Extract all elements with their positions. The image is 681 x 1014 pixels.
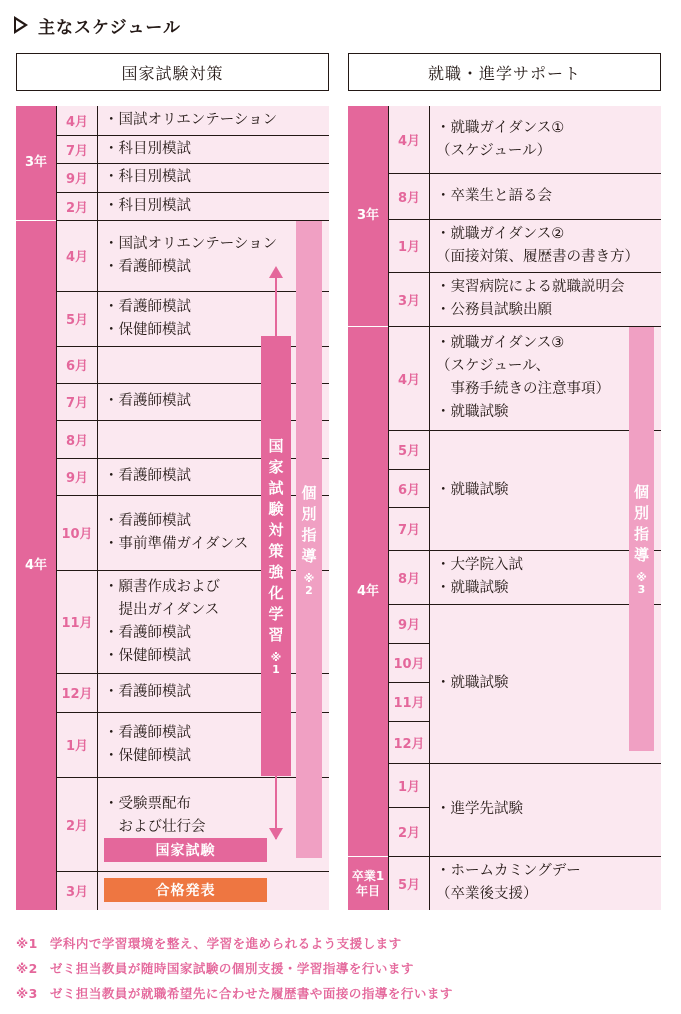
left-schedule-table [16, 106, 329, 910]
month-label: 2月 [65, 818, 89, 834]
footnote-1: ※1 学科内で学習環境を整え、学習を進められるよう支援します [16, 936, 402, 951]
month-label: 5月 [65, 313, 89, 328]
month-label: 11月 [393, 696, 425, 711]
list-item: ・看護師模試 [104, 298, 191, 315]
year-divider [348, 856, 388, 857]
list-item: ・科目別模試 [104, 197, 191, 214]
month-label: 8月 [397, 190, 421, 206]
year-4-cell: 4年 [348, 327, 388, 856]
individual-guidance-text: 個別指導 [633, 483, 649, 564]
month-row-divider [389, 173, 429, 174]
individual-guidance-note: ※3 [636, 571, 647, 596]
individual-guidance-bar [629, 327, 654, 751]
list-item: ・進学先試験 [436, 801, 523, 817]
national-exam-label: 国家試験 [104, 838, 267, 862]
month-label: 10月 [61, 527, 93, 542]
month-row-divider [389, 219, 429, 220]
month-label: 3月 [397, 293, 421, 309]
month-label: 1月 [65, 739, 89, 754]
month-row-divider [389, 507, 429, 508]
row-content [430, 219, 661, 272]
section-heading [14, 12, 181, 38]
row-content [98, 135, 329, 163]
list-item: ・ホームカミングデー [436, 863, 581, 879]
month-row-divider [389, 326, 429, 327]
row-content [98, 346, 329, 383]
month-row-divider [389, 682, 429, 683]
month-label: 11月 [61, 616, 93, 631]
list-item: ・国試オリエンテーション [104, 112, 278, 128]
list-item: ・就職ガイダンス② [436, 225, 565, 242]
row-content [98, 291, 329, 346]
month-row-divider [389, 430, 429, 431]
month-label: 12月 [393, 736, 425, 752]
triangle-icon [14, 16, 28, 34]
individual-guidance-note: ※2 [303, 571, 315, 597]
row-content [430, 326, 661, 430]
list-item: ・就職試験 [436, 580, 509, 596]
month-row-divider [389, 721, 429, 722]
heading-text: 主なスケジュール [38, 17, 181, 38]
list-item: ・受験票配布 [104, 796, 191, 812]
row-content [98, 712, 329, 777]
list-item: ・看護師模試 [104, 258, 191, 275]
right-column-title: 就職・進学サポート [348, 53, 661, 91]
row-content [430, 604, 661, 763]
strengthen-study-note: ※1 [270, 651, 282, 676]
individual-guidance-bar [296, 221, 322, 858]
month-label: 10月 [393, 657, 425, 672]
list-item: ・看護師模試 [104, 393, 191, 409]
individual-guidance-text: 個別指導 [301, 483, 317, 565]
month-label: 9月 [65, 172, 89, 187]
month-row-divider [389, 469, 429, 470]
list-item: （スケジュール） [436, 142, 552, 159]
month-label: 5月 [397, 877, 421, 893]
list-item: ・就職試験 [436, 675, 509, 691]
month-label: 6月 [397, 482, 421, 498]
month-label: 9月 [65, 471, 89, 486]
month-label: 6月 [65, 359, 89, 374]
list-item: ・願書作成および [104, 578, 220, 595]
month-label: 2月 [65, 200, 89, 216]
row-content [430, 763, 661, 856]
row-content [430, 272, 661, 326]
row-content [98, 570, 329, 673]
list-item: ・国試オリエンテーション [104, 235, 278, 252]
right-schedule-table [348, 106, 661, 910]
pass-announcement-label: 合格発表 [104, 878, 267, 902]
row-content [98, 220, 329, 291]
row-content [98, 383, 329, 420]
row-content [98, 458, 329, 495]
list-item: ・就職ガイダンス③ [436, 335, 565, 351]
month-label: 2月 [397, 826, 421, 841]
left-column-title: 国家試験対策 [16, 53, 329, 91]
month-label: 5月 [397, 444, 421, 459]
row-content [430, 106, 661, 173]
list-item: ・看護師模試 [104, 624, 191, 641]
month-row-divider [389, 604, 429, 605]
month-label: 8月 [65, 433, 89, 449]
row-content [430, 856, 661, 910]
list-item: ・保健師模試 [104, 321, 191, 338]
year-3-cell: 3年 [348, 106, 388, 326]
month-row-divider [389, 856, 429, 857]
month-label: 7月 [65, 396, 89, 411]
year-4-cell: 4年 [16, 221, 56, 910]
arrow-down-icon [269, 828, 283, 840]
arrow-up-icon [269, 266, 283, 278]
row-content [98, 673, 329, 712]
row-content [98, 495, 329, 570]
year-divider [348, 326, 388, 327]
list-item: ・公務員試験出願 [436, 302, 552, 318]
list-item: （スケジュール、 [436, 358, 550, 374]
list-item: （面接対策、履歴書の書き方） [436, 248, 639, 265]
list-item: ・保健師模試 [104, 647, 191, 664]
month-label: 7月 [65, 143, 89, 159]
list-item: 提出ガイダンス [104, 601, 220, 618]
row-content [98, 106, 329, 135]
month-label: 7月 [397, 523, 421, 538]
strengthen-study-bar [261, 336, 291, 776]
month-row-divider [389, 763, 429, 764]
month-label: 12月 [61, 687, 93, 702]
list-item: ・看護師模試 [104, 724, 191, 741]
list-item: ・科目別模試 [104, 169, 191, 185]
list-item: および壮行会 [104, 819, 206, 835]
month-label: 1月 [397, 779, 421, 795]
row-content [98, 163, 329, 192]
month-label: 4月 [65, 250, 89, 265]
list-item: ・看護師模試 [104, 468, 191, 484]
list-item: ・事前準備ガイダンス [104, 535, 249, 552]
list-item: ・就職ガイダンス① [436, 119, 565, 136]
year-3-cell: 3年 [16, 106, 56, 220]
row-content [430, 550, 661, 604]
footnote-3: ※3 ゼミ担当教員が就職希望先に合わせた履歴書や面接の指導を行います [16, 986, 453, 1001]
list-item: ・大学院入試 [436, 557, 523, 573]
month-label: 8月 [397, 571, 421, 587]
row-content [98, 192, 329, 220]
list-item: ・看護師模試 [104, 684, 191, 700]
month-label: 4月 [397, 372, 421, 388]
row-content [98, 420, 329, 458]
month-row-divider [389, 807, 429, 808]
year-divider [16, 220, 56, 221]
list-item: ・就職試験 [436, 481, 509, 498]
list-item: （卒業後支援） [436, 886, 538, 902]
month-label: 1月 [397, 240, 421, 255]
month-label: 4月 [65, 115, 89, 130]
list-item: ・卒業生と語る会 [436, 187, 552, 204]
list-item: ・就職試験 [436, 404, 509, 420]
graduate-year-cell: 卒業1年目 [348, 857, 388, 910]
strengthen-study-text: 国家試験対策強化学習 [268, 437, 284, 644]
footnote-2: ※2 ゼミ担当教員が随時国家試験の個別支援・学習指導を行います [16, 961, 414, 976]
month-row-divider [389, 643, 429, 644]
list-item: ・保健師模試 [104, 747, 191, 764]
month-label: 4月 [397, 134, 421, 149]
list-item: ・看護師模試 [104, 512, 191, 529]
row-content [430, 430, 661, 550]
list-item: 事務手続きの注意事項） [436, 381, 610, 397]
month-row-divider [389, 272, 429, 273]
month-label: 3月 [65, 885, 89, 900]
month-label: 9月 [397, 618, 421, 633]
list-item: ・実習病院による就職説明会 [436, 279, 625, 295]
list-item: ・科目別模試 [104, 140, 191, 157]
row-content [430, 173, 661, 219]
month-row-divider [389, 550, 429, 551]
